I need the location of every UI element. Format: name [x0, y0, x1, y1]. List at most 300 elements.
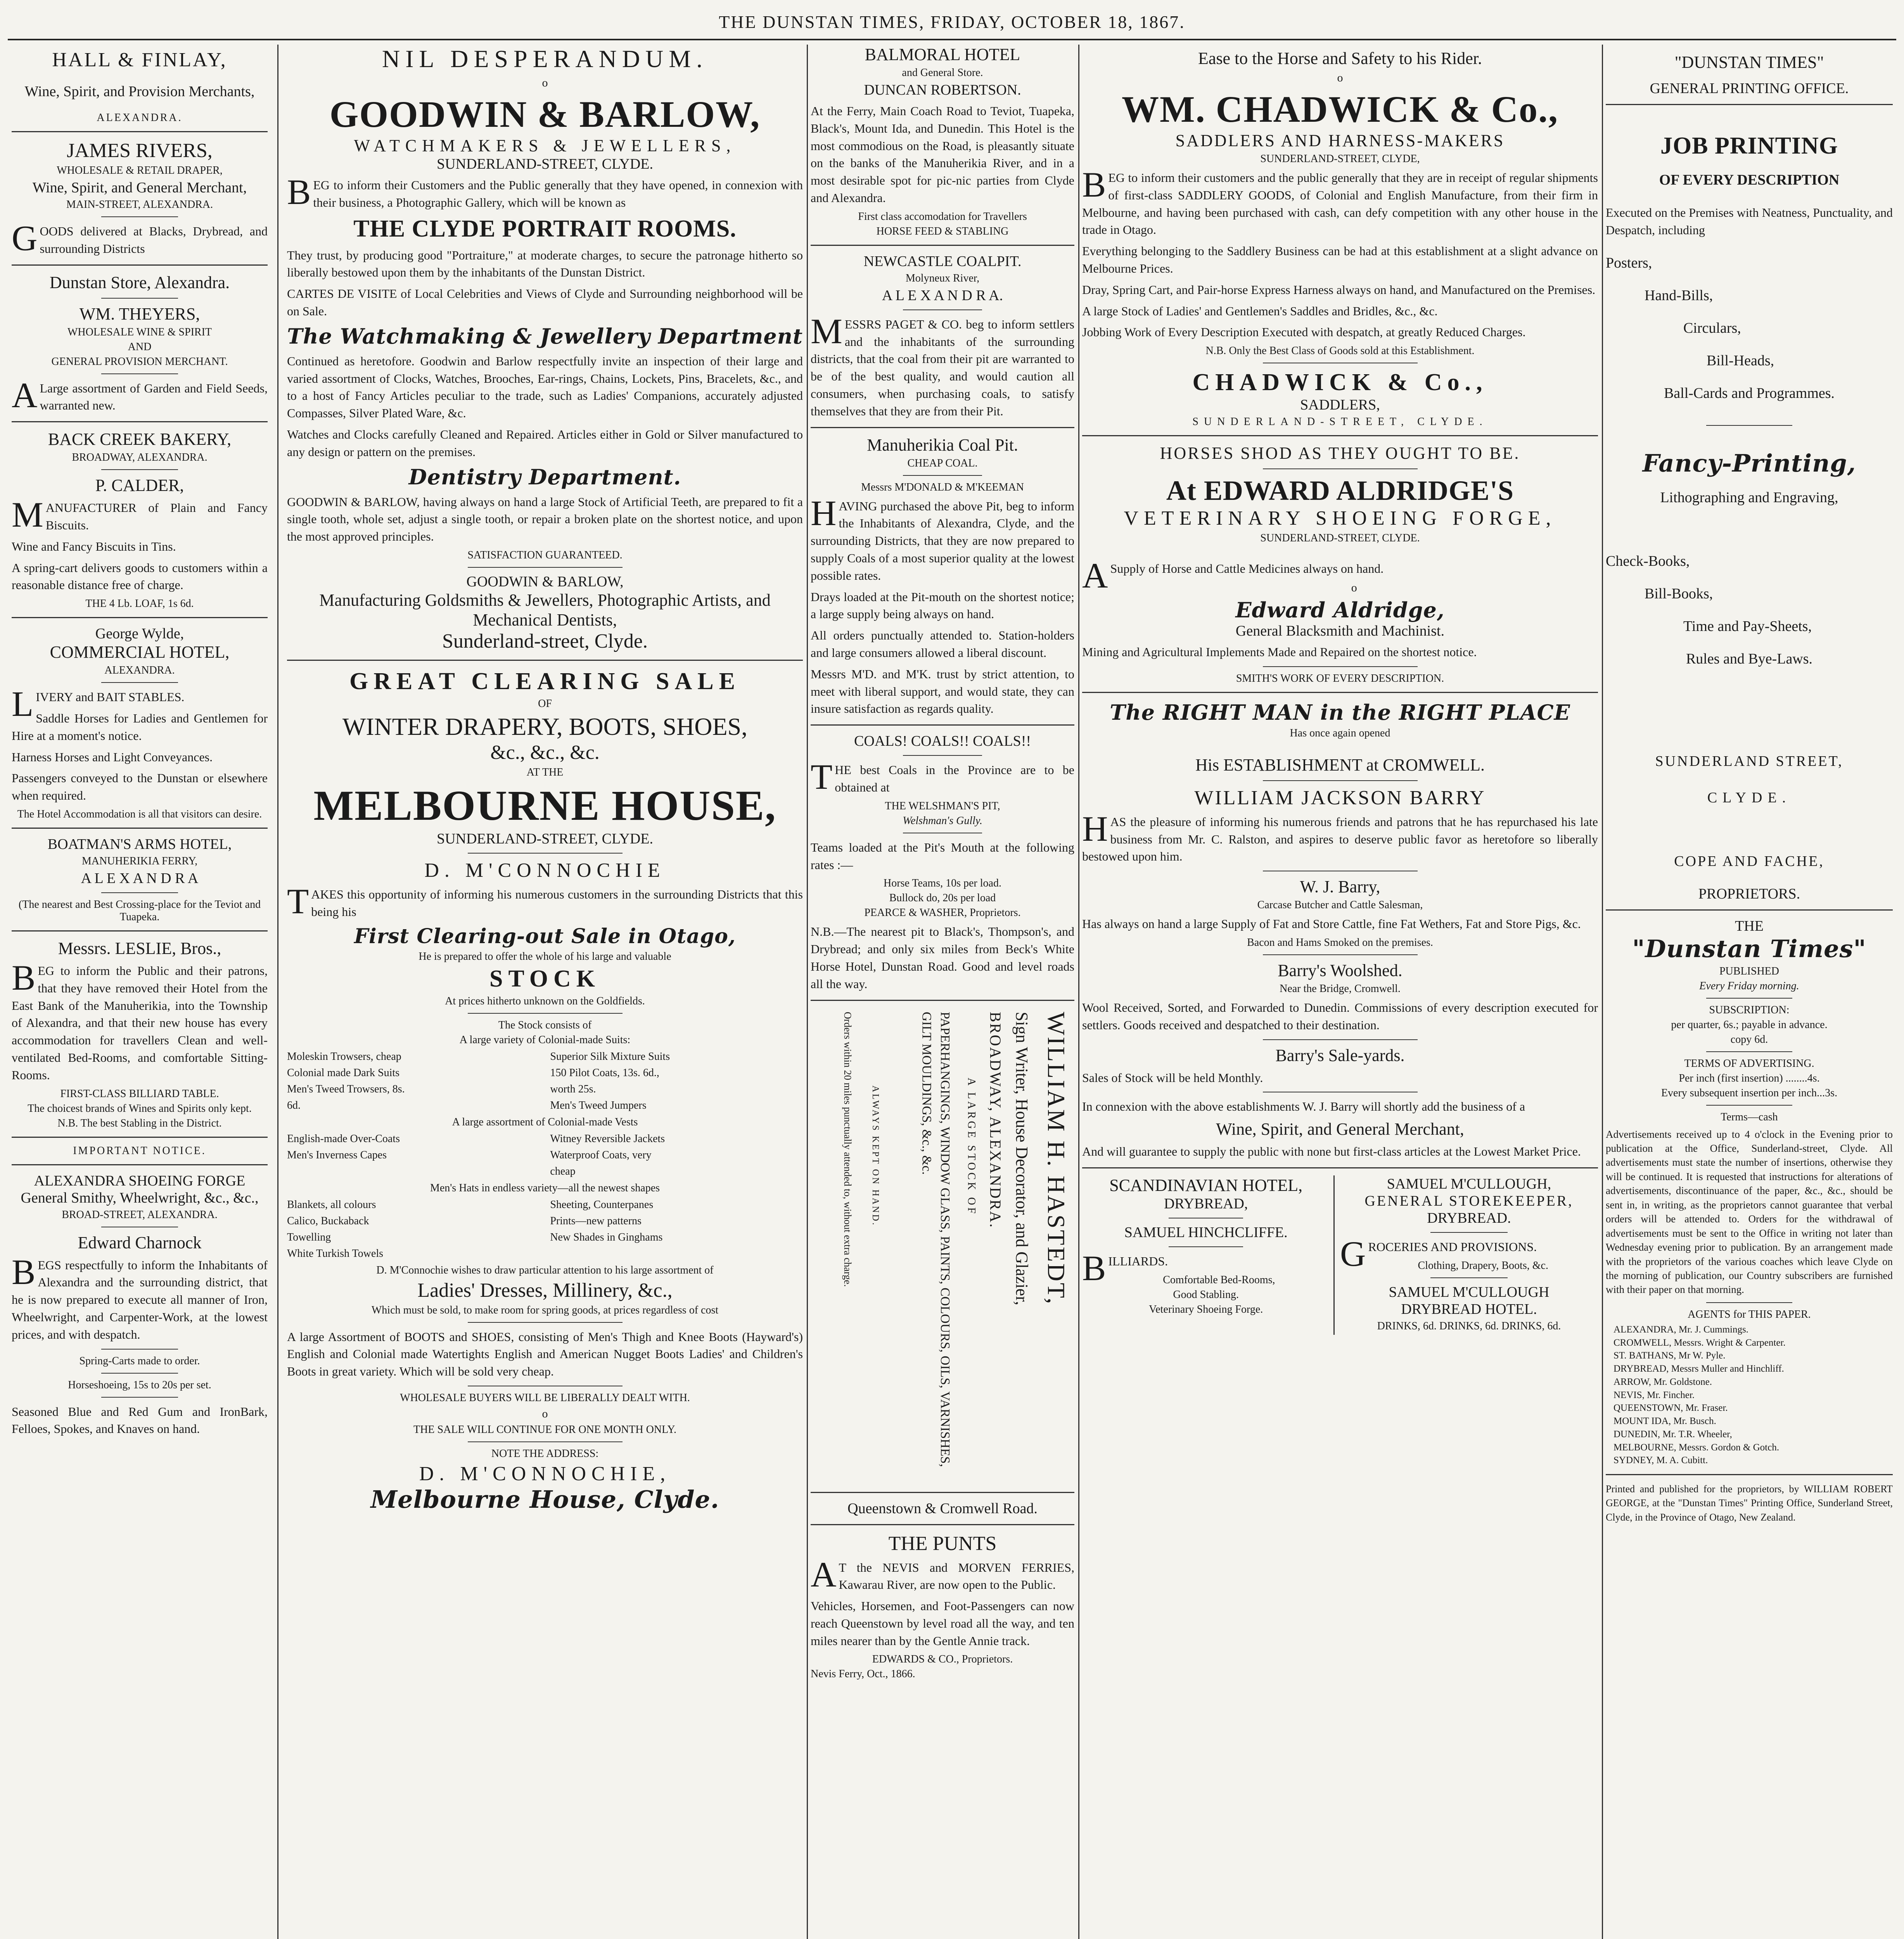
coals-bullock: Bullock do, 20s per load: [889, 892, 996, 904]
sale-etc: &c., &c., &c.: [490, 741, 600, 764]
divider: [468, 567, 623, 568]
scandinavian-rooms: Comfortable Bed-Rooms,: [1163, 1274, 1275, 1286]
portrait-rooms: THE CLYDE PORTRAIT ROOMS.: [353, 215, 737, 242]
horses-shod: HORSES SHOD AS THEY OUGHT TO BE.: [1160, 444, 1520, 463]
scandinavian-town: DRYBREAD,: [1164, 1195, 1248, 1212]
chadwick-line: A large Stock of Ladies' and Gentlemen's Saddles and Bridles, &c., &c.: [1082, 304, 1438, 318]
divider: [101, 1397, 178, 1398]
woolshed-body: Wool Received, Sorted, and Forwarded to Dunedin. Commissions of every description executed for settlers. Goods received and despatched to their destination.: [1082, 1000, 1598, 1032]
goodwin-barlow-addr: Sunderland-street, Clyde.: [442, 630, 648, 652]
paper-title: "Dunstan Times": [1632, 934, 1866, 963]
stock-hats: Men's Hats in endless variety—all the newest shapes: [430, 1182, 660, 1194]
theyers-and: AND: [128, 340, 152, 353]
sale-at: AT THE: [526, 766, 564, 778]
divider: [1706, 998, 1792, 999]
divider: [1706, 1105, 1792, 1106]
right-opened: Has once again opened: [1290, 727, 1390, 739]
divider: [101, 298, 178, 299]
calder-line: A spring-cart delivers goods to customers within a reasonable distance free of charge.: [12, 560, 268, 592]
column-rule: [1078, 45, 1079, 1939]
dunstan-store: Dunstan Store, Alexandra.: [49, 273, 230, 292]
list-item: ST. BATHANS, Mr W. Pyle.: [1613, 1350, 1726, 1361]
list-item: White Turkish Towels: [287, 1247, 383, 1260]
dentistry-body: GOODWIN & BARLOW, having always on hand a large Stock of Artificial Teeth, are prepared to fit a single tooth, whole set, adjust a single tooth, or repair a broken plate on the shortest notice, and upon the most approved principles.: [287, 494, 803, 544]
coals-gully: Welshman's Gully.: [903, 814, 982, 827]
rivers-goods: GOODS delivered at Blacks, Drybread, and surrounding Districts: [12, 218, 268, 258]
chadwick-line: Jobbing Work of Every Description Executed with despatch, at greatly Reduced Charges.: [1082, 325, 1526, 339]
goodwin-barlow-title: GOODWIN & BARLOW,: [329, 93, 761, 135]
hastedt-orders: Orders within 20 miles punctually attended to, without extra charge.: [842, 1011, 853, 1287]
list-item: Moleskin Trowsers, cheap: [287, 1050, 401, 1063]
aldridge-trade: General Blacksmith and Machinist.: [1235, 622, 1445, 639]
divider: [811, 245, 1074, 246]
divider: [811, 1492, 1074, 1493]
chadwick-addr: SUNDERLAND-STREET, CLYDE,: [1260, 153, 1420, 165]
wylde-line: Harness Horses and Light Conveyances.: [12, 750, 213, 764]
terms-cash: Terms—cash: [1721, 1111, 1778, 1123]
the: THE: [1735, 918, 1764, 934]
chadwick-title: WM. CHADWICK & Co.,: [1122, 88, 1558, 130]
leslie-stabling: N.B. The best Stabling in the District.: [57, 1117, 222, 1129]
list-item: English-made Over-Coats: [287, 1132, 400, 1145]
boatmans-line: (The nearest and Best Crossing-place for the Teviot and Tuapeka.: [18, 898, 261, 923]
coals-teams: Teams loaded at the Pit's Mouth at the following rates :—: [811, 840, 1074, 872]
list-item: Blankets, all colours: [287, 1198, 376, 1211]
job-item: Hand-Bills,: [1645, 287, 1713, 304]
drinks: DRINKS, 6d. DRINKS, 6d. DRINKS, 6d.: [1377, 1320, 1561, 1332]
mccullough-trade: GENERAL STOREKEEPER,: [1364, 1192, 1574, 1209]
scandinavian-stabling: Good Stabling.: [1173, 1288, 1239, 1301]
wj-bacon: Bacon and Hams Smoked on the premises.: [1247, 936, 1433, 949]
stock-vests: A large assortment of Colonial-made Vests: [452, 1116, 638, 1128]
divider: [903, 755, 982, 756]
hastedt-always: ALWAYS KEPT ON HAND.: [870, 1085, 880, 1227]
divider: [468, 1441, 623, 1442]
dunstan-times-title: "DUNSTAN TIMES": [1674, 53, 1824, 72]
stock-suits: A large variety of Colonial-made Suits:: [459, 1033, 631, 1046]
sale-addr: SUNDERLAND-STREET, CLYDE.: [436, 830, 654, 847]
newcastle-body: MESSRS PAGET & CO. beg to inform settlers and the inhabitants of the surrounding districts, that the coal from their pit are warranted to be of the best quality, and would caution all consumers, when purchasing coals, to satisfy themselves that they are from their Pit.: [811, 311, 1074, 418]
chadwick-nb: N.B. Only the Best Class of Goods sold at this Establishment.: [1205, 345, 1475, 357]
masthead-rule: [8, 39, 1896, 40]
stock-list: [287, 1197, 803, 1262]
guarantee: And will guarantee to supply the public with none but first-class articles at the Lowest Market Price.: [1082, 1144, 1581, 1159]
mccullough-ad: [1340, 1175, 1598, 1335]
list-item: MELBOURNE, Messrs. Gordon & Gotch.: [1613, 1442, 1779, 1453]
job-item: Check-Books,: [1606, 553, 1690, 569]
leslie-body: BEG to inform the Public and their patrons, that they have removed their Hotel from the East Bank of the Manuherikia, into the Township of Alexandra, and that their new house has every accommodation for travellers Clean and well-ventilated Bed-Rooms, and comfortable Sitting-Rooms.: [12, 957, 268, 1082]
manuherikia-orders: All orders punctually attended to. Station-holders and large consumers allowed a liberal discount.: [811, 628, 1074, 660]
wylde-name: George Wylde,: [95, 626, 184, 642]
first-sale: First Clearing-out Sale in Otago,: [354, 924, 736, 948]
divider: [1430, 1277, 1508, 1278]
ornament: o: [542, 1407, 548, 1420]
divider: [1606, 1474, 1893, 1475]
forge-addr: BROAD-STREET, ALEXANDRA.: [62, 1208, 218, 1221]
cope-fache: COPE AND FACHE,: [1674, 853, 1824, 869]
forge-line: General Smithy, Wheelwright, &c., &c.,: [21, 1189, 259, 1206]
newcastle-sub: Molyneux River,: [905, 272, 980, 284]
job-item: Bill-Heads,: [1707, 352, 1774, 369]
stock-list: [287, 1049, 803, 1114]
every-friday: Every Friday morning.: [1699, 980, 1799, 992]
newcastle-title: NEWCASTLE COALPIT.: [863, 253, 1022, 270]
list-item: NEVIS, Mr. Fincher.: [1613, 1389, 1695, 1400]
hastedt-stock: A LARGE STOCK OF: [965, 1077, 977, 1216]
charnock-timber: Seasoned Blue and Red Gum and IronBark, Felloes, Spokes, and Knaves on hand.: [12, 1404, 268, 1436]
wylde-town: ALEXANDRA.: [104, 664, 175, 677]
column-3: [811, 45, 1074, 1939]
yards-title: Barry's Sale-yards.: [1275, 1046, 1405, 1065]
theyers-line: WHOLESALE WINE & SPIRIT: [67, 326, 212, 338]
rivers-line: WHOLESALE & RETAIL DRAPER,: [57, 164, 223, 176]
list-item: Men's Tweed Trowsers, 8s. 6d.: [287, 1083, 405, 1111]
boatmans-ferry: MANUHERIKIA FERRY,: [81, 855, 198, 867]
mcconnochie-name: D. M'CONNOCHIE: [424, 859, 666, 881]
punts-body: AT the NEVIS and MORVEN FERRIES, Kawarau River, are now open to the Public.: [811, 1554, 1074, 1594]
divider: [903, 309, 982, 310]
divider: [101, 216, 178, 217]
scandinavian-title: SCANDINAVIAN HOTEL,: [1109, 1175, 1303, 1195]
divider: [1606, 909, 1893, 911]
list-item: ARROW, Mr. Goldstone.: [1613, 1376, 1712, 1387]
stock: STOCK: [489, 965, 600, 992]
boatmans-town: A L E X A N D R A: [81, 870, 199, 887]
wj-trade: Carcase Butcher and Cattle Salesman,: [1257, 899, 1423, 911]
coals-title: COALS! COALS!! COALS!!: [854, 733, 1031, 750]
divider: [101, 682, 178, 683]
list-item: Waterproof Coats, very cheap: [550, 1149, 652, 1177]
list-item: Colonial made Dark Suits: [287, 1066, 400, 1079]
satisfaction: SATISFACTION GUARANTEED.: [467, 549, 623, 561]
punts-props: EDWARDS & CO., Proprietors.: [872, 1653, 1013, 1666]
queenstown-road: Queenstown & Cromwell Road.: [847, 1500, 1038, 1517]
list-item: ALEXANDRA, Mr. J. Cummings.: [1613, 1324, 1748, 1335]
wj-name: W. J. Barry,: [1300, 877, 1380, 897]
hall-title: HALL & FINLAY,: [52, 49, 227, 71]
divider: [468, 1013, 623, 1014]
drybread-hotel: DRYBREAD HOTEL.: [1401, 1301, 1537, 1317]
job-item: Rules and Bye-Laws.: [1686, 650, 1813, 667]
divider: [811, 1524, 1074, 1525]
balmoral-title: BALMORAL HOTEL: [865, 45, 1020, 64]
manuherikia-trust: Messrs M'D. and M'K. trust by strict attention, to meet with liberal support, and would state, they can insure satisfaction as regards quality.: [811, 667, 1074, 716]
balmoral-sub: and General Store.: [902, 67, 983, 79]
hastedt-items: PAPERHANGINGS, WINDOW GLASS, PAINTS, COLOURS, OILS, VARNISHES, GILT MOULDINGS, &c., &c.: [919, 1011, 952, 1467]
aldridge-supply: ASupply of Horse and Cattle Medicines always on hand.: [1082, 556, 1384, 596]
aldridge-forge: VETERINARY SHOEING FORGE,: [1124, 507, 1556, 530]
divider: [468, 1322, 623, 1323]
dentistry-heading: Dentistry Department.: [408, 464, 681, 489]
copy-price: copy 6d.: [1730, 1033, 1768, 1046]
manuherikia-title: Manuherikia Coal Pit.: [867, 435, 1018, 455]
chadwick-line: Everything belonging to the Saddlery Business can be had at this establishment at a slight advance on Melbourne Prices.: [1082, 244, 1598, 275]
proprietors: PROPRIETORS.: [1698, 885, 1800, 902]
mcconnochie-sold: Which must be sold, to make room for spring goods, at prices regardless of cost: [371, 1304, 719, 1316]
job-printing: JOB PRINTING: [1660, 133, 1838, 159]
list-item: Men's Tweed Jumpers: [550, 1099, 647, 1111]
sunderland-street: SUNDERLAND STREET,: [1655, 753, 1843, 769]
divider: [12, 1164, 268, 1165]
manuherikia-cheap: CHEAP COAL.: [907, 457, 978, 469]
divider: [903, 475, 982, 476]
column-5: [1606, 45, 1893, 1939]
boatmans-title: BOATMAN'S ARMS HOTEL,: [47, 836, 232, 852]
stock-list: [287, 1131, 803, 1180]
coals-props: PEARCE & WASHER, Proprietors.: [864, 907, 1021, 919]
connexion: In connexion with the above establishments W. J. Barry will shortly add the business of a: [1082, 1099, 1525, 1114]
fancy-printing: Fancy-Printing,: [1642, 449, 1856, 477]
manuherikia-owners: Messrs M'DONALD & M'KEEMAN: [861, 481, 1024, 493]
divider: [101, 1373, 178, 1374]
wylde-hotel: COMMERCIAL HOTEL,: [50, 643, 230, 662]
newcastle-town: A L E X A N D R A.: [882, 287, 1003, 304]
ornament: o: [542, 76, 548, 89]
aldridge-at: At EDWARD ALDRIDGE'S: [1166, 475, 1514, 506]
hall-town: ALEXANDRA.: [97, 112, 183, 124]
chadwick-title-2: CHADWICK & Co.,: [1192, 369, 1488, 396]
manuherikia-drays: Drays loaded at the Pit-mouth on the shortest notice; a large supply being always on hand.: [811, 589, 1074, 621]
stock-consists: The Stock consists of: [498, 1019, 592, 1031]
list-item: MOUNT IDA, Mr. Busch.: [1613, 1416, 1716, 1427]
job-item: Bill-Books,: [1645, 585, 1713, 602]
per-inch: Per inch (first insertion) ........4s.: [1679, 1072, 1820, 1084]
goodwin-barlow-mfg: Manufacturing Goldsmiths & Jewellers, Photographic Artists, and Mechanical Dentists,: [319, 590, 771, 629]
column-rule: [1602, 45, 1603, 1939]
divider: [1263, 666, 1418, 667]
divider: [1169, 1246, 1243, 1247]
mcconnochie-boots: A large Assortment of BOOTS and SHOES, consisting of Men's Thigh and Knee Boots (Hayward's) English and Colonial made Watertights English and American Nugget Boots Ladies' and Children's Boots in great variety. Which will be sold very cheap.: [287, 1329, 803, 1379]
divider: [1263, 780, 1418, 781]
leslie-billiard: FIRST-CLASS BILLIARD TABLE.: [60, 1087, 219, 1100]
goodwin-barlow-cartes: CARTES DE VISITE of Local Celebrities and Views of Clyde and Surrounding neighborhood will be on Sale.: [287, 287, 803, 318]
subscription-rate: per quarter, 6s.; payable in advance.: [1671, 1018, 1828, 1031]
wine-merchant: Wine, Spirit, and General Merchant,: [1216, 1120, 1464, 1139]
bakery-title: BACK CREEK BAKERY,: [48, 430, 232, 449]
divider: [811, 724, 1074, 726]
charnock-body: BEGS respectfully to inform the Inhabitants of Alexandra and the surrounding district, that he is now prepared to execute all manner of Iron, Wheelwright, and Carpenter-Work, at the lowest prices, and with despatch.: [12, 1252, 268, 1341]
motto: NIL DESPERANDUM.: [382, 45, 708, 73]
divider: [811, 427, 1074, 428]
wylde-line: The Hotel Accommodation is all that visitors can desire.: [17, 808, 262, 820]
divider: [101, 469, 178, 470]
calder-line: Wine and Fancy Biscuits in Tins.: [12, 539, 176, 553]
wylde-line: LIVERY and BAIT STABLES.: [12, 684, 185, 724]
mccullough-name-2: SAMUEL M'CULLOUGH: [1389, 1284, 1549, 1300]
balmoral-acc: First class accomodation for Travellers: [858, 210, 1027, 223]
rivers-title: JAMES RIVERS,: [67, 140, 213, 162]
woolshed-title: Barry's Woolshed.: [1278, 961, 1402, 980]
mccullough-town: DRYBREAD.: [1427, 1210, 1511, 1226]
punts-date: Nevis Ferry, Oct., 1866.: [811, 1668, 915, 1680]
ornament: o: [1351, 581, 1357, 594]
list-item: 150 Pilot Coats, 13s. 6d., worth 25s.: [550, 1066, 659, 1095]
manuherikia-body: HAVING purchased the above Pit, beg to inform the Inhabitants of Alexandra, Clyde, and the surrounding Districts, that they are now prepared to supply Coals of a most superior quality at the lowest possible rates.: [811, 493, 1074, 582]
ladies-dresses: Ladies' Dresses, Millinery, &c.,: [417, 1279, 673, 1301]
mcconnochie-prices: At prices hitherto unknown on the Goldfields.: [445, 995, 645, 1007]
goodwin-barlow-intro: BEG to inform their Customers and the Public generally that they have opened, in connexion with their business, a Photographic Gallery, which will be known as: [287, 172, 803, 212]
printed-by: Printed and published for the proprietors, by WILLIAM ROBERT GEORGE, at the "Dunstan Times" Printing Office, Sunderland Street, Clyde, in the Province of Otago, New Zealand.: [1606, 1483, 1893, 1523]
coals-nb: N.B.—The nearest pit to Black's, Thompson's, and Drybread; and only six miles from Beck's White Horse Hotel, Dunstan Road. Good and level roads all the way.: [811, 925, 1074, 991]
leslie-wines: The choicest brands of Wines and Spirits only kept.: [28, 1102, 252, 1115]
column-1: [12, 45, 268, 1939]
sale-goods: WINTER DRAPERY, BOOTS, SHOES,: [342, 712, 748, 740]
divider: [1082, 435, 1598, 436]
calder-name: P. CALDER,: [95, 476, 184, 495]
theyers-seeds: ALarge assortment of Garden and Field Seeds, warranted new.: [12, 375, 268, 415]
wylde-line: Passengers conveyed to the Dunstan or elsewhere when required.: [12, 771, 268, 803]
melbourne-house-clyde: Melbourne House, Clyde.: [370, 1485, 719, 1514]
divider: [101, 373, 178, 374]
divider: [287, 660, 803, 661]
list-item: Men's Inverness Capes: [287, 1149, 387, 1161]
coals-pit: THE WELSHMAN'S PIT,: [885, 800, 1000, 812]
goodwin-barlow-addr: SUNDERLAND-STREET, CLYDE.: [436, 156, 654, 172]
every-description: OF EVERY DESCRIPTION: [1659, 172, 1840, 188]
divider: [12, 1137, 268, 1138]
watchmaking-repair: Watches and Clocks carefully Cleaned and Repaired. Articles either in Gold or Silver manufactured to any design or pattern on the premises.: [287, 427, 803, 459]
mccullough-name: SAMUEL M'CULLOUGH,: [1387, 1175, 1551, 1192]
hastedt-addr: BROADWAY, ALEXANDRA.: [987, 1011, 1004, 1229]
wylde-line: Saddle Horses for Ladies and Gentlemen for Hire at a moment's notice.: [12, 711, 268, 743]
divider: [1430, 1232, 1508, 1233]
theyers-line: GENERAL PROVISION MERCHANT.: [51, 355, 228, 368]
right-man: The RIGHT MAN in the RIGHT PLACE: [1110, 700, 1570, 725]
list-item: Witney Reversible Jackets: [550, 1132, 665, 1145]
hastedt-name: WILLIAM H. HASTEDT,: [1043, 1011, 1070, 1305]
divider: [1606, 104, 1893, 105]
calder-loaf: THE 4 Lb. LOAF, 1s 6d.: [85, 598, 194, 610]
hall-body: Wine, Spirit, and Provision Merchants,: [24, 83, 255, 100]
balmoral-feed: HORSE FEED & STABLING: [876, 225, 1009, 237]
list-item: Superior Silk Mixture Suits: [550, 1050, 670, 1063]
agents-heading: AGENTS for THIS PAPER.: [1688, 1308, 1811, 1320]
list-item: New Shades in Ginghams: [550, 1231, 663, 1243]
mcconnochie-prepared: He is prepared to offer the whole of his large and valuable: [418, 950, 671, 963]
job-item: Circulars,: [1683, 320, 1741, 336]
list-item: DUNEDIN, Mr. T.R. Wheeler,: [1613, 1429, 1732, 1440]
every-subsequent: Every subsequent insertion per inch...3s.: [1661, 1087, 1838, 1099]
bottom-ads: [1082, 1175, 1598, 1335]
punts-title: THE PUNTS: [888, 1532, 997, 1555]
column-4: [1082, 45, 1598, 1939]
list-item: QUEENSTOWN, Mr. Fraser.: [1613, 1403, 1728, 1414]
list-item: Sheeting, Counterpanes: [550, 1198, 654, 1211]
printing-office: GENERAL PRINTING OFFICE.: [1650, 80, 1849, 97]
list-item: Calico, Buckaback Towelling: [287, 1215, 369, 1243]
list-item: CROMWELL, Messrs. Wright & Carpenter.: [1613, 1337, 1786, 1348]
subscription: SUBSCRIPTION:: [1709, 1004, 1790, 1016]
goodwin-barlow-trust: They trust, by producing good "Portraiture," at moderate charges, to secure the patronage hitherto so liberally bestowed upon them by the inhabitants of the Dunstan District.: [287, 248, 803, 280]
column-rule: [277, 45, 278, 1939]
ornament: o: [1337, 71, 1343, 84]
charnock-shoeing: Horseshoeing, 15s to 20s per set.: [68, 1379, 211, 1391]
clyde: CLYDE.: [1707, 789, 1792, 806]
woolshed-near: Near the Bridge, Cromwell.: [1280, 982, 1401, 995]
hastedt-ad: [811, 1008, 1074, 1485]
job-item: Time and Pay-Sheets,: [1683, 618, 1812, 634]
divider: [101, 1349, 178, 1350]
job-item: Posters,: [1606, 254, 1652, 271]
melbourne-house: MELBOURNE HOUSE,: [313, 781, 776, 829]
divider: [1263, 1039, 1418, 1040]
charnock-carts: Spring-Carts made to order.: [79, 1355, 200, 1367]
published: PUBLISHED: [1719, 965, 1779, 977]
divider: [811, 1000, 1074, 1001]
scandinavian-owner: SAMUEL HINCHCLIFFE.: [1124, 1224, 1288, 1241]
chadwick-sub-2: SADDLERS,: [1300, 397, 1380, 413]
ease-heading: Ease to the Horse and Safety to his Rider.: [1198, 49, 1482, 68]
aldridge-mining: Mining and Agricultural Implements Made and Repaired on the shortest notice.: [1082, 645, 1477, 659]
chadwick-line: Dray, Spring Cart, and Pair-horse Express Harness always on hand, and Manufactured on the Premises.: [1082, 282, 1596, 297]
sale-of: OF: [538, 697, 552, 710]
chadwick-body: BEG to inform their customers and the public generally that they are in receipt of regular shipments of first-class SADDLERY GOODS, of Colonial and English Manufacture, from their firm in Melbourne, and having been purchased with cash, can defy competition with any other house in the trade in Otago.: [1082, 165, 1598, 237]
divider: [1706, 1302, 1792, 1303]
sale-heading: GREAT CLEARING SALE: [349, 668, 740, 695]
masthead: THE DUNSTAN TIMES, FRIDAY, OCTOBER 18, 1867.: [719, 12, 1185, 32]
coals-horse: Horse Teams, 10s per load.: [884, 877, 1001, 890]
chadwick-sub: SADDLERS AND HARNESS-MAKERS: [1175, 131, 1505, 150]
divider: [468, 853, 623, 854]
divider: [1263, 468, 1418, 469]
executed: Executed on the Premises with Neatness, Punctuality, and Despatch, including: [1606, 206, 1893, 237]
hastedt-trade: Sign Writer, House Decorator, and Glazier,: [1012, 1011, 1031, 1305]
wj-supply: Has always on hand a large Supply of Fat and Store Cattle, fine Fat Wethers, Fat and Store Pigs, &c.: [1082, 917, 1581, 931]
goodwin-barlow-name: GOODWIN & BARLOW,: [466, 573, 624, 590]
sale-month: THE SALE WILL CONTINUE FOR ONE MONTH ONLY.: [413, 1423, 676, 1436]
chadwick-addr-2: SUNDERLAND-STREET, CLYDE.: [1192, 416, 1488, 428]
rivers-line: Wine, Spirit, and General Merchant,: [32, 180, 247, 196]
yards-body: Sales of Stock will be held Monthly.: [1082, 1070, 1263, 1085]
scandinavian-ad: [1082, 1175, 1335, 1335]
barry-name: WILLIAM JACKSON BARRY: [1194, 786, 1486, 809]
divider: [12, 131, 268, 132]
list-item: Prints—new patterns: [550, 1215, 642, 1227]
watchmaking-body: Continued as heretofore. Goodwin and Barlow respectfully invite an inspection of their large and varied assortment of Clocks, Watches, Brooches, Ear-rings, Chains, Lockets, Pins, Bracelets, &c., and to a host of Fancy Articles peculiar to the trade, such as Ladies' Companions, accurately adjusted Compasses, Silver Plated Ware, &c.: [287, 354, 803, 420]
bakery-addr: BROADWAY, ALEXANDRA.: [72, 451, 208, 464]
terms-heading: TERMS OF ADVERTISING.: [1684, 1057, 1814, 1070]
barry-body: HAS the pleasure of informing his numerous friends and patrons that he has repurchased his late business from Mr. C. Ralston, and aspires to deserve public favor as heretofore so liberally bestowed upon him.: [1082, 809, 1598, 864]
column-rule: [807, 45, 808, 1939]
mccullough-clothing: Clothing, Drapery, Boots, &c.: [1418, 1259, 1548, 1272]
divider: [1706, 1051, 1792, 1052]
list-item: SYDNEY, M. A. Cubitt.: [1613, 1455, 1708, 1466]
mcconnochie-attention: D. M'Connochie wishes to draw particular attention to his large assortment of: [376, 1264, 714, 1276]
divider: [1082, 1167, 1598, 1168]
balmoral-body: At the Ferry, Main Coach Road to Teviot, Tuapeka, Black's, Mount Ida, and Dunedin. This Hotel is the most commodious on the Road, is pleasantly situate on the banks of the Manuherikia River, and in a most desirable spot for pic-nic parties from Clyde and Alexandra.: [811, 104, 1074, 205]
scandinavian-forge: Veterinary Shoeing Forge.: [1149, 1303, 1263, 1315]
mcconnochie-intro: TAKES this opportunity of informing his numerous customers in the surrounding Districts that this being his: [287, 881, 803, 921]
lithographing: Lithographing and Engraving,: [1660, 489, 1838, 506]
divider: [1082, 692, 1598, 693]
theyers-title: WM. THEYERS,: [79, 304, 200, 323]
divider: [1263, 954, 1418, 955]
agent-list: [1606, 1323, 1893, 1467]
rivers-addr: MAIN-STREET, ALEXANDRA.: [66, 199, 213, 211]
balmoral-owner: DUNCAN ROBERTSON.: [864, 82, 1021, 98]
advertising-rules: Advertisements received up to 4 o'clock in the Evening prior to publication at the Office, Sunderland-street, Clyde. All advertisements must state the number of insertions, otherwise they will be continued. It is requested that instructions for alterations of advertisements, discontinuance of the paper, &c., &c., should be sent in, in writing, as the proprietors cannot guarantee that verbal orders will be attended to. Orders for the withdrawal of advertisements must be sent to the Office in writing not later than Wednesday evening prior to publication. By an arrangement made with the proprietors of the various coaches which leave Clyde on the morning of publication, our Country subscribers are furnished with their paper on that morning.: [1606, 1128, 1893, 1296]
forge-title: ALEXANDRA SHOEING FORGE: [34, 1172, 246, 1189]
divider: [1706, 425, 1792, 426]
mcconnochie-name: D. M'CONNOCHIE,: [419, 1462, 671, 1485]
divider: [12, 421, 268, 422]
important-notice: IMPORTANT NOTICE.: [73, 1144, 206, 1157]
job-item: Ball-Cards and Programmes.: [1664, 385, 1835, 401]
calder-line: MANUFACTURER of Plain and Fancy Biscuits.: [12, 495, 268, 535]
right-establishment: His ESTABLISHMENT at CROMWELL.: [1195, 755, 1485, 774]
leslie-title: Messrs. LESLIE, Bros.,: [58, 938, 221, 958]
charnock-name: Edward Charnock: [78, 1233, 202, 1252]
